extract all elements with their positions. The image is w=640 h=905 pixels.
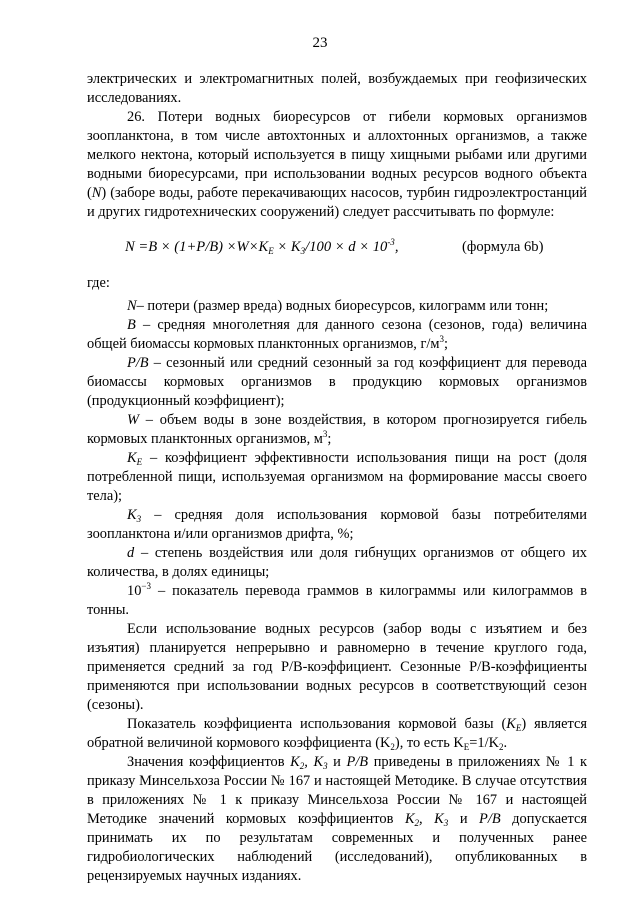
- document-body: [87, 70, 587, 886]
- formula-number: (формула 6b): [462, 239, 544, 255]
- definition-ke: $K_E$ – коэффициент эффективности использования пищи на рост (доля потребленной пищи, используемая организмом на формирование массы своего тела);: [87, 450, 587, 504]
- item-26-paragraph: 26. Потери водных биоресурсов от гибели кормовых организмов зоопланктона, в том числе автохтонных и аллохтонных организмов, а также мелкого нектона, который используется в пищу хищными рыбами или другими водными биоресурсами, при использовании водных ресурсов водного объекта (N) (заборе воды, работе перекачивающих насосов, турбин гидроэлектростанций и других гидротехнических сооружений) следует рассчитывать по формуле:: [87, 109, 587, 220]
- definition-ten: $10^{-3}$ – показатель перевода граммов в килограммы или килограммов в тонны.: [87, 581, 587, 618]
- definition-b: B – средняя многолетняя для данного сезона (сезонов, года) величина общей биомассы кормовых планктонных организмов, $г/м^3$;: [87, 317, 587, 352]
- definition-d: d – степень воздействия или доля гибнущих организмов от общего их количества, в долях единицы;: [87, 545, 587, 580]
- page-number: 23: [312, 35, 328, 51]
- formula-6b: [87, 238, 587, 260]
- paragraph-continuous-use: Если использование водных ресурсов (забор воды с изъятием и без изъятия) планируется непрерывно и равномерно в течение круглого года, применяется средний за год P/B-коэффициент. Сезонные P/B-коэффициенты применяются при использовании водных ресурсов в соответствующий сезон (сезоны).: [87, 621, 587, 713]
- definition-w: W – объем воды в зоне воздействия, в котором прогнозируется гибель кормовых планктонных организмов, $м^3$;: [87, 412, 587, 447]
- definition-n: N– потери (размер вреда) водных биоресурсов, килограмм или тонн;: [127, 298, 549, 314]
- definition-pb: P/B – сезонный или средний сезонный за год коэффициент для перевода биомассы кормовых организмов в продукцию кормовых организмов (продукционный коэффициент);: [87, 355, 587, 409]
- where-label: где:: [87, 275, 110, 291]
- formula-expression: $N =B \times (1+P/B) \times W\times K_E \times K_3/100 \times d \times 10^{-3}$,: [125, 237, 399, 256]
- paragraph-values: Значения коэффициентов $K_2$, $K_3$ и P/B приведены в приложениях № 1 к приказу Минсельхоза России № 167 и настоящей Методике. В случае отсутствия в приложениях № 1 к приказу Минсельхоза России № 167 и настоящей Методике значений кормовых коэффициентов $K_2$, $K_3$ и P/B допускается принимать их по результатам современных и полученных ранее гидробиологических наблюдений (исследований), опубликованных в рецензируемых научных изданиях.: [87, 754, 588, 884]
- continuation-paragraph: электрических и электромагнитных полей, возбуждаемых при геофизических исследованиях.: [87, 71, 587, 106]
- paragraph-ke: Показатель коэффициента использования кормовой базы $(K_E)$ является обратной величиной кормового коэффициента $(K_2)$, то есть $K_E=1/K_2$.: [87, 716, 587, 752]
- definition-k3: $K_3$ – средняя доля использования кормовой базы потребителями зоопланктона и/или организмов дрифта, %;: [87, 507, 587, 542]
